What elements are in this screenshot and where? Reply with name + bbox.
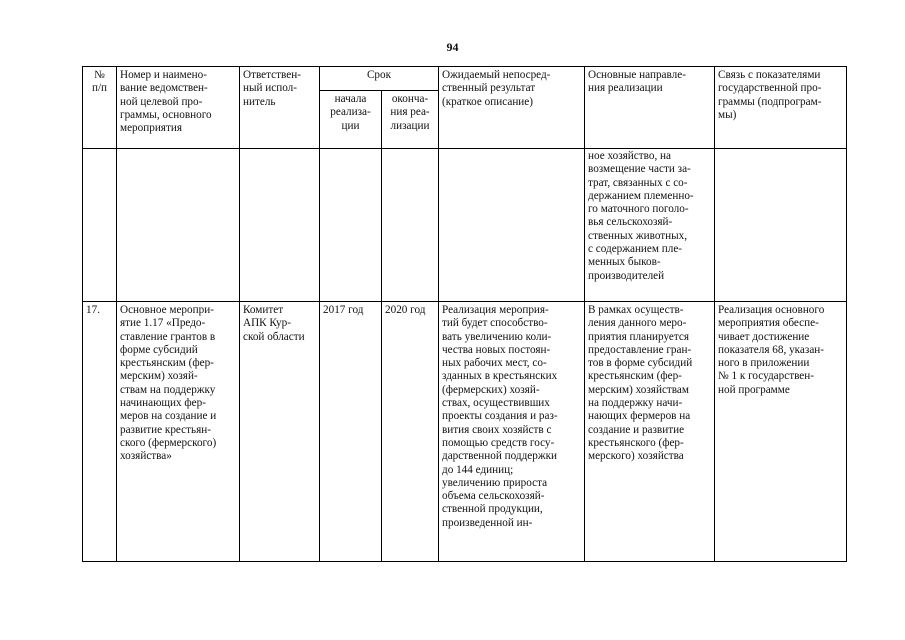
- cell-start: [320, 149, 382, 302]
- cell-num: 17.: [83, 302, 117, 562]
- header-term-start: начала реализа- ции: [320, 91, 382, 149]
- cell-end: 2020 год: [382, 302, 439, 562]
- header-link: Связь с показателями государственной про- граммы (подпрограм- мы): [715, 67, 847, 149]
- cell-end: [382, 149, 439, 302]
- table-row: [83, 302, 847, 562]
- cell-responsible: Комитет АПК Кур- ской области: [240, 302, 320, 562]
- cell-num: [83, 149, 117, 302]
- header-name: Номер и наимено- вание ведомствен- ной целевой про- граммы, основного мероприятия: [117, 67, 240, 149]
- cell-responsible: [240, 149, 320, 302]
- table-row: [83, 149, 847, 302]
- header-responsible: Ответствен- ный испол- нитель: [240, 67, 320, 149]
- header-directions: Основные направле- ния реализации: [585, 67, 715, 149]
- cell-result: [439, 149, 585, 302]
- program-table: [82, 66, 847, 562]
- header-num: № п/п: [83, 67, 117, 149]
- cell-link: Реализация основного мероприятия обеспе- чивает достижение показателя 68, указан- ного в приложении № 1 к государствен- ной программе: [715, 302, 847, 562]
- header-term: Срок: [320, 67, 439, 91]
- cell-result: Реализация мероприя- тий будет способство- вать увеличению коли- чества новых постоян- ных рабочих мест, со- зданных в крестьянских (фермерских) хозяй- ствах, осуществивших проекты создания и раз- вития своих хозяйств с помощью средств госу- дарственной поддержки до 144 единиц; увеличению прироста объема сельскохозяй- ственной продукции, произведенной ин-: [439, 302, 585, 562]
- page-number: 94: [446, 40, 459, 54]
- cell-name: Основное меропри- ятие 1.17 «Предо- ставление грантов в форме субсидий крестьянским (фер- мерским) хозяй- ствам на поддержку начинающих фер- меров на создание и развитие крестьян- ского (фермерского) хозяйства»: [117, 302, 240, 562]
- table-header-row: [83, 67, 847, 91]
- cell-start: 2017 год: [320, 302, 382, 562]
- header-result: Ожидаемый непосред- ственный результат (краткое описание): [439, 67, 585, 149]
- header-term-end: оконча- ния реа- лизации: [382, 91, 439, 149]
- cell-link: [715, 149, 847, 302]
- cell-directions: ное хозяйство, на возмещение части за- трат, связанных с со- держанием племенно- го маточного поголо- вья сельскохозяй- ственных животных, с содержанием пле- менных быков- производителей: [585, 149, 715, 302]
- cell-directions: В рамках осуществ- ления данного меро- приятия планируется предоставление гран- тов в форме субсидий крестьянским (фер- мерским) хозяйствам на поддержку начи- нающих фермеров на создание и развитие крестьянского (фер- мерского) хозяйства: [585, 302, 715, 562]
- cell-name: [117, 149, 240, 302]
